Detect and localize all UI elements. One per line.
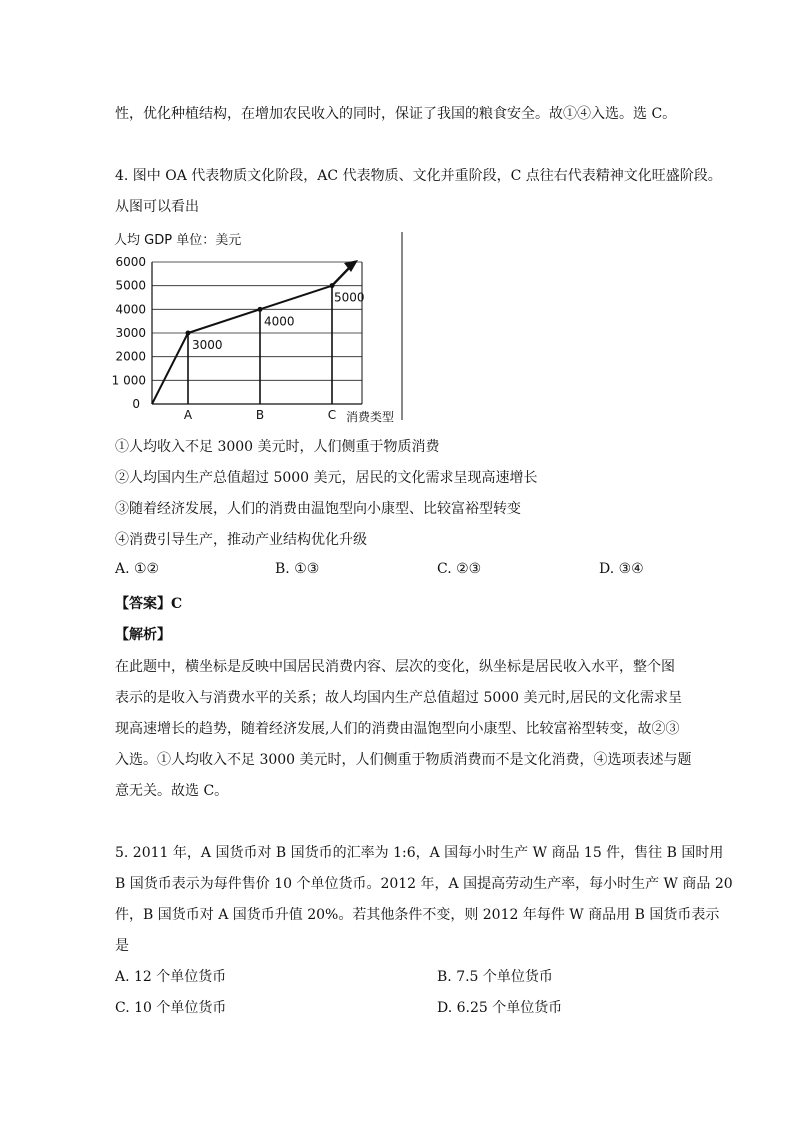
gdp-consumption-chart	[110, 228, 430, 428]
q5-stem-line-1: 5. 2011 年，A 国货币对 B 国货币的汇率为 1:6，A 国每小时生产 W 商品 15 件，售往 B 国时用	[115, 845, 724, 861]
ytick-label-1000: 1 000	[111, 373, 146, 388]
q4-answer: 【答案】C	[115, 596, 183, 612]
xtick-label-B: B	[255, 408, 265, 422]
q5-stem-line-3: 件，B 国货币对 A 国货币升值 20%。若其他条件不变，则 2012 年每件 W 商品用 B 国货币表示	[115, 907, 720, 923]
series-line	[152, 286, 332, 404]
q5-stem-line-4: 是	[115, 938, 129, 954]
q4-statement-1: ①人均收入不足 3000 美元时，人们侧重于物质消费	[115, 439, 440, 455]
q4-analysis-line-3: 现高速增长的趋势，随着经济发展,人们的消费由温饱型向小康型、比较富裕型转变，故②③	[115, 721, 680, 737]
q4-analysis-line-4: 入选。①人均收入不足 3000 美元时，人们侧重于物质消费而不是文化消费，④选项表述与题	[115, 752, 692, 768]
origin-label: 0	[132, 397, 140, 411]
q4-statement-2: ②人均国内生产总值超过 5000 美元，居民的文化需求呈现高速增长	[115, 470, 538, 486]
q4-option-d[interactable]: D. ③④	[599, 561, 644, 577]
point-label-B: 4000	[264, 314, 295, 329]
chart-title: 人均 GDP 单位：美元	[114, 233, 242, 248]
point-A	[186, 331, 191, 336]
q4-statement-3: ③随着经济发展，人们的消费由温饱型向小康型、比较富裕型转变	[115, 501, 521, 517]
q5-option-b[interactable]: B. 7.5 个单位货币	[437, 969, 553, 985]
arrow-segment	[332, 266, 351, 286]
x-axis-label: 消费类型	[346, 410, 395, 424]
q5-stem-line-2: B 国货币表示为每件售价 10 个单位货币。2012 年，A 国提高劳动生产率，每小时生产 W 商品 20	[115, 876, 733, 892]
xtick-label-C: C	[327, 408, 337, 422]
chart-grid	[152, 262, 362, 380]
xtick-label-A: A	[183, 408, 193, 422]
q4-analysis-line-2: 表示的是收入与消费水平的关系；故人均国内生产总值超过 5000 美元时,居民的文化需求呈	[115, 690, 682, 706]
ytick-label-5000: 5000	[115, 278, 146, 293]
ytick-label-2000: 2000	[115, 349, 146, 364]
ytick-label-6000: 6000	[115, 255, 146, 269]
ytick-label-3000: 3000	[115, 326, 146, 340]
q5-option-d[interactable]: D. 6.25 个单位货币	[437, 1000, 563, 1016]
q4-analysis-line-1: 在此题中，横坐标是反映中国居民消费内容、层次的变化，纵坐标是居民收入水平，整个图	[115, 659, 675, 675]
ytick-label-4000: 4000	[115, 302, 146, 317]
point-C	[330, 283, 335, 288]
point-label-A: 3000	[192, 338, 223, 352]
q4-analysis-title: 【解析】	[115, 627, 171, 643]
q4-option-c[interactable]: C. ②③	[437, 561, 482, 577]
q4-stem-line1: 4. 图中 OA 代表物质文化阶段，AC 代表物质、文化并重阶段，C 点往右代表精神文化旺盛阶段。	[115, 168, 722, 184]
q4-statement-4: ④消费引导生产，推动产业结构优化升级	[115, 532, 367, 548]
q5-option-a[interactable]: A. 12 个单位货币	[115, 969, 227, 985]
point-label-C: 5000	[334, 290, 365, 305]
q4-option-a[interactable]: A. ①②	[115, 561, 160, 577]
chart-marks	[152, 260, 358, 404]
q4-stem-line2: 从图可以看出	[115, 199, 199, 215]
point-B	[258, 307, 263, 312]
intro-line: 性，优化种植结构，在增加农民收入的同时，保证了我国的粮食安全。故①④入选。选 C。	[115, 106, 677, 122]
q5-option-c[interactable]: C. 10 个单位货币	[115, 1000, 227, 1016]
q4-option-b[interactable]: B. ①③	[275, 561, 320, 577]
q4-analysis-line-5: 意无关。故选 C。	[115, 783, 229, 799]
